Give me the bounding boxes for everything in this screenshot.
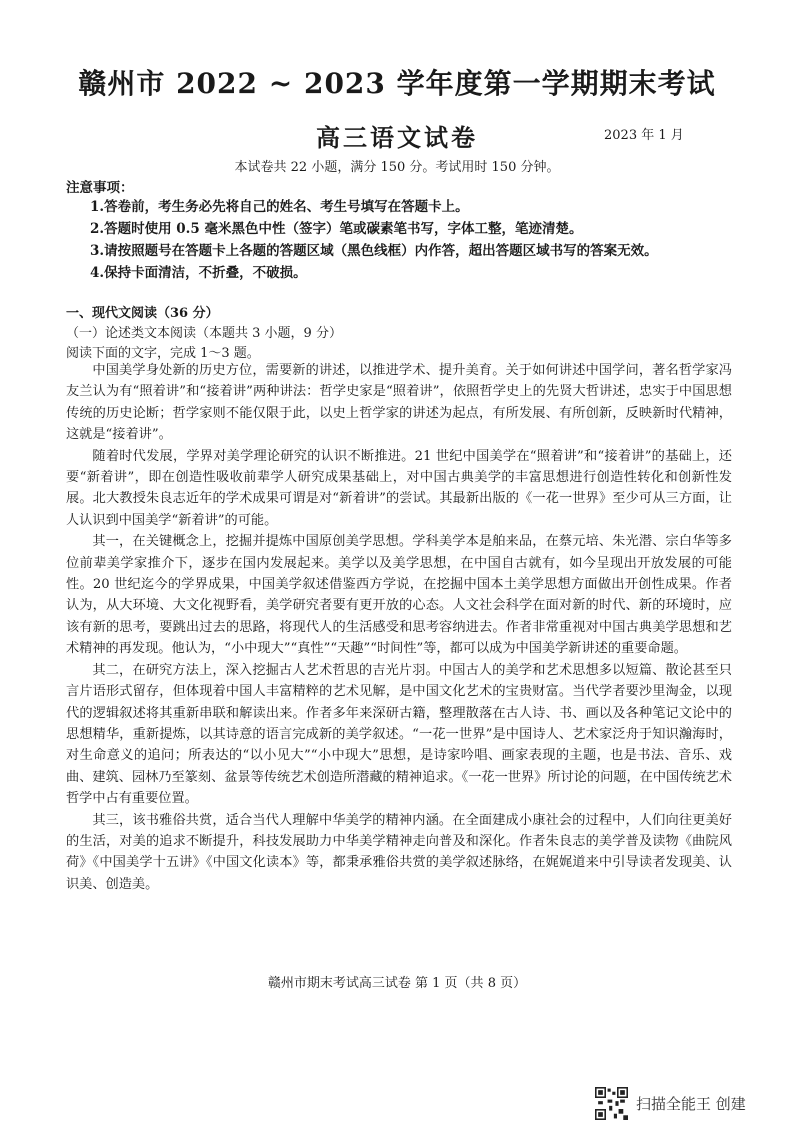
note-item: 2.答题时使用 0.5 毫米黑色中性（签字）笔或碳素笔书写，字体工整，笔迹清楚。	[90, 221, 583, 237]
note-item: 4.保持卡面清洁，不折叠，不破损。	[90, 265, 307, 281]
passage-paragraph: 中国美学身处新的历史方位，需要新的讲述，以推进学术、提升美育。关于如何讲述中国学问，著名哲学家冯友兰认为有“照着讲”和“接着讲”两种讲法：哲学史家是“照着讲”，依照哲学史上的先贤大哲讲述，忠实于中国思想传统的历史论断；哲学家则不能仅限于此，以史上哲学家的讲述为起点，有所发展、有所创新，反映新时代精神，这就是“接着讲”。	[66, 363, 732, 443]
passage-paragraph: 随着时代发展，学界对美学理论研究的认识不断推进。21 世纪中国美学在“照着讲”和“接着讲”的基础上，还要“新着讲”，即在创造性吸收前辈学人研究成果基础上，对中国古典美学的丰富思想进行创造性转化和创新性发展。北大教授朱良志近年的学术成果可谓是对“新着讲”的尝试。其最新出版的《一花一世界》至少可从三方面，让人认识到中国美学“新着讲”的可能。	[66, 448, 732, 528]
exam-date: 2023 年 1 月	[604, 128, 684, 143]
scanner-watermark	[595, 1086, 746, 1120]
reading-passage	[66, 360, 732, 895]
qr-code-icon	[595, 1087, 628, 1120]
section-subtitle: （一）论述类文本阅读（本题共 3 小题，9 分）	[66, 326, 342, 341]
note-item: 3.请按照题号在答题卡上各题的答题区域（黑色线框）内作答，超出答题区域书写的答案无效。	[90, 243, 658, 259]
page-footer: 赣州市期末考试高三试卷 第 1 页（共 8 页）	[267, 976, 527, 991]
passage-paragraph: 其三，该书雅俗共赏，适合当代人理解中华美学的精神内涵。在全面建成小康社会的过程中，人们向往更美好的生活，对美的追求不断提升，科技发展助力中华美学精神走向普及和深化。作者朱良志的美学普及读物《曲院风荷》《中国美学十五讲》《中国文化读本》等，都秉承雅俗共赏的美学叙述脉络，在娓娓道来中引导读者发现美、认识美、创造美。	[66, 812, 732, 892]
exam-subtitle: 高三语文试卷	[316, 123, 478, 152]
watermark-text: 扫描全能王 创建	[636, 1094, 746, 1113]
notes-title: 注意事项：	[66, 180, 134, 196]
exam-title: 赣州市 2022 ~ 2023 学年度第一学期期末考试	[78, 67, 716, 100]
passage-paragraph: 其一，在关键概念上，挖掘并提炼中国原创美学思想。学科美学本是舶来品，在蔡元培、朱光潜、宗白华等多位前辈美学家推介下，逐步在国内发展起来。美学以及美学思想，在中国自古就有，如今呈现出开放发展的可能性。20 世纪迄今的学界成果，中国美学叙述借鉴西方学说，在挖掘中国本土美学思想方面做出开创性成果。作者认为，从大环境、大文化视野看，美学研究者要有更开放的心态。人文社会科学在面对新的时代、新的环境时，应该有新的思考，要跳出过去的思路，将现代人的生活感受和思考容纳进去。作者非常重视对中国古典美学思想和艺术精神的再发现。他认为，“小中现大”“真性”“天趣”“时间性”等，都可以成为中国美学新讲述的重要命题。	[66, 534, 732, 657]
notes-list	[90, 196, 750, 284]
passage-paragraph: 其二，在研究方法上，深入挖掘古人艺术哲思的吉光片羽。中国古人的美学和艺术思想多以短篇、散论甚至只言片语形式留存，但体现着中国人丰富精粹的艺术见解，是中国文化艺术的宝贵财富。当代学者要沙里淘金，以现代的逻辑叙述将其重新串联和解读出来。作者多年来深研古籍，整理散落在古人诗、书、画以及各种笔记文论中的思想精华，重新提炼，以其诗意的语言完成新的美学叙述。“一花一世界”是中国诗人、艺术家泛舟于知识瀚海时，对生命意义的追问；所表达的“以小见大”“小中现大”思想，是诗家吟唱、画家表现的主题，也是书法、音乐、戏曲、建筑、园林乃至篆刻、盆景等传统艺术创造所潜藏的精神追求。《一花一世界》所讨论的问题，在中国传统艺术哲学中占有重要位置。	[66, 662, 732, 807]
section-instruction: 阅读下面的文字，完成 1～3 题。	[66, 346, 260, 361]
exam-info: 本试卷共 22 小题，满分 150 分。考试用时 150 分钟。	[234, 160, 560, 175]
note-item: 1.答卷前，考生务必先将自己的姓名、考生号填写在答题卡上。	[90, 199, 469, 215]
section-title: 一、现代文阅读（36 分）	[66, 306, 219, 321]
